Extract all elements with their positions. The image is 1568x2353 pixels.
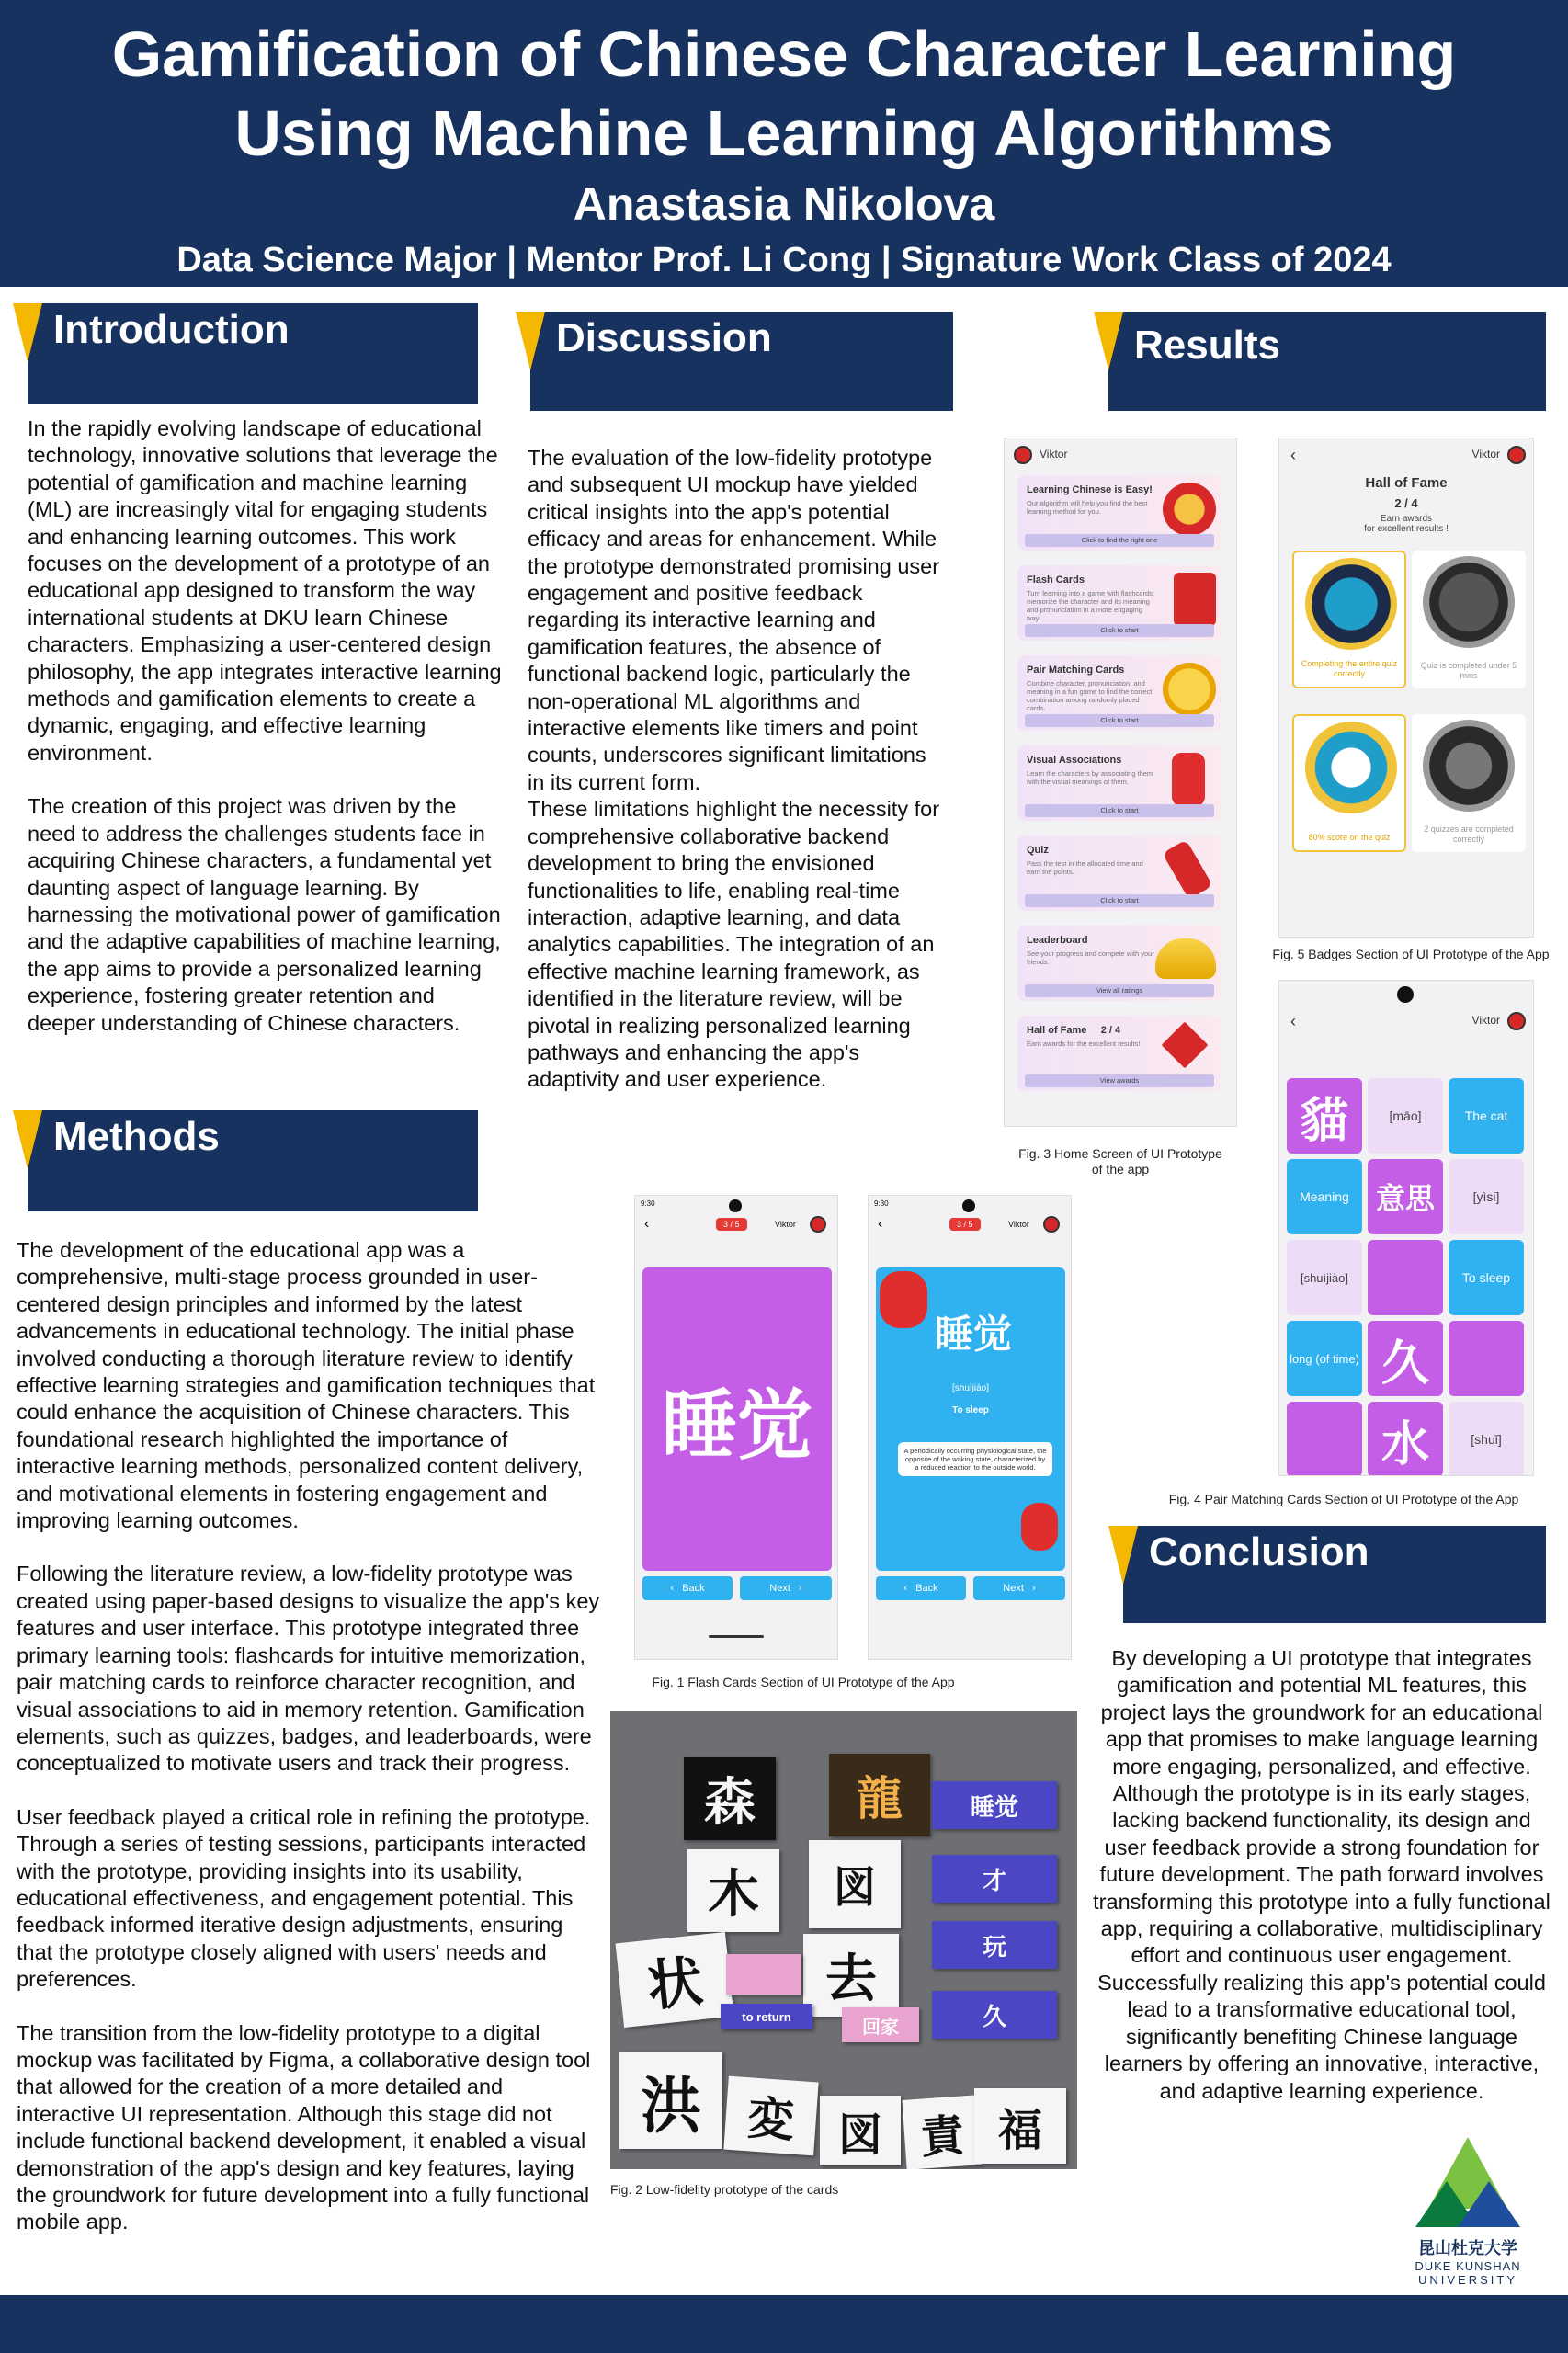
back-button[interactable]: ‹ Back [876, 1576, 966, 1600]
flashcard-back[interactable] [876, 1267, 1065, 1571]
camera-notch [962, 1199, 975, 1212]
match-tile[interactable]: Meaning [1287, 1159, 1362, 1234]
firecracker-icon [1163, 839, 1213, 899]
menu-card-title: Pair Matching Cards [1027, 665, 1125, 676]
menu-card[interactable] [1017, 475, 1221, 551]
flashcard-character: 睡觉 [935, 1313, 1013, 1356]
back-icon[interactable]: ‹ [644, 1216, 650, 1232]
next-button[interactable]: Next › [973, 1576, 1065, 1600]
results-heading [1108, 312, 1546, 411]
dku-logo [1408, 2135, 1528, 2293]
user-name: Viktor [775, 1220, 796, 1229]
avatar [1507, 446, 1526, 464]
menu-card[interactable] [1017, 565, 1221, 641]
flag-icon [1094, 312, 1123, 370]
menu-card-button[interactable]: Click to start [1025, 624, 1214, 637]
paper-card-pink [726, 1954, 801, 1995]
back-icon[interactable]: ‹ [1290, 446, 1296, 464]
hall-of-fame-mockup [1278, 438, 1534, 938]
logo-name-cn: 昆山杜克大学 [1418, 2239, 1517, 2258]
flashcard-front-mockup [634, 1195, 838, 1660]
match-tile[interactable]: To sleep [1449, 1240, 1524, 1315]
paper-card-drawing: 去 [803, 1934, 899, 2017]
menu-card[interactable] [1017, 835, 1221, 911]
hall-of-fame-topbar [1279, 438, 1533, 475]
avatar [1507, 1012, 1526, 1030]
test-paper-badge-icon [1305, 722, 1397, 813]
clock-badge-icon [1423, 556, 1515, 648]
next-button[interactable]: Next › [740, 1576, 832, 1600]
match-tile[interactable]: The cat [1449, 1078, 1524, 1154]
methods-paragraph: The transition from the low-fidelity prototype to a digital mockup was facilitated by Figma, a collaborative design tool that allowed for the creation of a more detailed and interactive UI representation. Although this stage did not include functional backend development, it enabled a visual demonstration of the app's design and key features, laying the groundwork for future development into a fully functional mobile app. [17, 2020, 591, 2234]
poster-header [0, 0, 1568, 287]
flashcard-front[interactable]: 睡觉 [642, 1267, 832, 1571]
menu-card-title: Learning Chinese is Easy! [1027, 484, 1153, 495]
paper-card-drawing: 図 [809, 1840, 901, 1928]
methods-body [17, 1237, 605, 2236]
flag-icon [13, 303, 42, 362]
avatar [1014, 446, 1032, 464]
fu-diamond-icon [1162, 1022, 1209, 1069]
home-screen-topbar [1005, 438, 1236, 470]
discussion-heading [530, 312, 953, 411]
progress-badge: 3 / 5 [949, 1218, 981, 1231]
menu-card-title: Flash Cards [1027, 574, 1085, 585]
match-tile[interactable]: 貓 [1287, 1078, 1362, 1154]
match-tile[interactable] [1449, 1321, 1524, 1396]
paper-card-pink: 回家 [842, 2007, 919, 2042]
paper-card-blue: 才 [932, 1855, 1057, 1903]
camera-notch [1397, 986, 1414, 1003]
menu-card-title: Leaderboard [1027, 935, 1088, 946]
introduction-paragraph: The creation of this project was driven by the need to address the challenges students face in acquiring Chinese characters, a fundamental yet daunting aspect of language learning. By harnessing the motivational power of gamification and the adaptive capabilities of machine learning, the app aims to provide a personalized learning experience, fostering greater retention and deeper understanding of Chinese characters. [28, 794, 501, 1035]
home-screen-mockup [1004, 438, 1237, 1127]
fig3-caption: Fig. 3 Home Screen of UI Prototype of the app [1018, 1146, 1222, 1176]
menu-card-desc: Turn learning into a game with flashcards: memorize the character and its meaning and pronunciation in a more engaging way [1027, 589, 1154, 622]
red-envelope-icon [1174, 573, 1216, 626]
methods-paragraph: User feedback played a critical role in refining the prototype. Through a series of testing sessions, participants interacted with the prototype, providing insights into its usability, educational effectiveness, and engagement potential. This feedback informed iterative design adjustments, ensuring that the prototype closely aligned with users' needs and preferences. [17, 1804, 591, 1992]
methods-heading [28, 1110, 478, 1211]
hall-of-fame-subtitle: Earn awards for excellent results ! [1364, 514, 1449, 534]
match-tile[interactable]: [yìsi] [1449, 1159, 1524, 1234]
fig4-caption: Fig. 4 Pair Matching Cards Section of UI Prototype of the App [1168, 1492, 1519, 1506]
fig1-caption: Fig. 1 Flash Cards Section of UI Prototype of the App [652, 1675, 955, 1689]
paper-card-blue: 睡觉 [932, 1781, 1057, 1829]
menu-card-desc: See your progress and compete with your friends. [1027, 949, 1154, 966]
menu-card-title: Visual Associations [1027, 755, 1122, 766]
match-tile[interactable]: 意思 [1368, 1159, 1443, 1234]
paper-card-drawing: 森 [684, 1757, 776, 1840]
logo-name-en: DUKE KUNSHAN [1415, 2259, 1521, 2273]
gold-ingot-icon [1155, 938, 1216, 979]
author: Anastasia Nikolova [573, 178, 995, 230]
paper-card-drawing: 洪 [619, 2052, 722, 2149]
lantern-icon [1172, 753, 1205, 806]
user-name: Viktor [1008, 1220, 1029, 1229]
fig2-caption: Fig. 2 Low-fidelity prototype of the cards [610, 2182, 839, 2197]
menu-card[interactable] [1017, 745, 1221, 821]
match-tile[interactable]: [shuǐ] [1449, 1402, 1524, 1476]
paper-card-drawing: 龍 [829, 1754, 930, 1836]
match-tile[interactable]: [māo] [1368, 1078, 1443, 1154]
menu-card-button[interactable]: Click to start [1025, 804, 1214, 817]
discussion-body [528, 445, 941, 1094]
back-icon[interactable]: ‹ [878, 1216, 883, 1232]
mountain-logo-icon [1410, 2135, 1526, 2227]
back-button[interactable]: ‹ Back [642, 1576, 733, 1600]
badge-earned[interactable]: 80% score on the quiz [1292, 714, 1406, 852]
match-tile[interactable] [1287, 1402, 1362, 1476]
user-name: Viktor [1040, 448, 1068, 460]
status-time: 9:30 [874, 1199, 889, 1208]
introduction-heading [28, 303, 478, 404]
menu-card-button[interactable]: View all ratings [1025, 984, 1214, 997]
paper-card-pink: to return [721, 2004, 812, 2029]
badge-locked[interactable]: Quiz is completed under 5 mins [1412, 551, 1526, 688]
fig5-caption: Fig. 5 Badges Section of UI Prototype of the App [1272, 947, 1550, 961]
paper-card-drawing: 変 [723, 2076, 818, 2156]
menu-card[interactable] [1017, 1016, 1221, 1091]
menu-card-desc: Earn awards for the excellent results! [1027, 1040, 1141, 1048]
methods-paragraph: Following the literature review, a low-fidelity prototype was created using paper-based designs to visualize the app's key features and user interface. This prototype integrated three primary learning tools: flashcards for intuitive memorization, pair matching cards to reinforce character recognition, and visual associations to aid in memory retention. Gamification elements, such as quizzes, badges, and leaderboards, were conceptualized to motivate users and track their progress. [17, 1562, 600, 1776]
flag-icon [13, 1110, 42, 1169]
menu-card-desc: Learn the characters by associating them with the visual meanings of them. [1027, 769, 1153, 786]
checkmark-badge-icon [1305, 558, 1397, 650]
menu-card-desc: Combine character, pronunciation, and meaning in a fun game to find the correct combination among randomly placed cards. [1027, 679, 1153, 712]
conclusion-heading [1123, 1526, 1546, 1623]
match-tile[interactable]: [shuìjiào] [1287, 1240, 1362, 1315]
methods-paragraph: The development of the educational app was a comprehensive, multi-stage process grounded in user-centered design principles and informed by the latest advancements in educational technology. The initial phase involved conducting a thorough literature review to identify effective learning strategies and gamification techniques that could enhance the acquisition of Chinese characters. This foundational research highlighted the importance of interactive learning methods, personalized content delivery, and motivational elements in fostering engagement and improving learning outcomes. [17, 1238, 596, 1533]
discussion-paragraph: These limitations highlight the necessity for comprehensive collaborative backend development to bring the envisioned functionalities to life, enabling real-time interaction, adaptive learning, and data analytics capabilities. The integration of an effective machine learning framework, as identified in the literature review, will be pivotal in realizing personalized learning pathways and enhancing the app's adaptivity and user experience. [528, 797, 940, 1092]
menu-card-title: Quiz [1027, 845, 1049, 856]
user-name: Viktor [1471, 448, 1500, 460]
introduction-paragraph: In the rapidly evolving landscape of educational technology, innovative solutions that leverage the potential of gamification and machine learning (ML) are increasingly vital for engaging students and enhancing learning outcomes. This work focuses on the development of a prototype of an educational app designed to transform the way international students at DKU learn Chinese characters. Emphasizing a user-centered design philosophy, the app integrates interactive learning methods and gamification elements to create a dynamic, engaging, and effective learning environment. [28, 416, 502, 765]
introduction-body [28, 415, 506, 1037]
logo-name-en: UNIVERSITY [1417, 2273, 1517, 2287]
menu-card-desc: Our algorithm will help you find the best learning method for you. [1027, 499, 1148, 516]
lightbulb-badge-icon [1423, 720, 1515, 812]
paper-card-drawing: 福 [974, 2088, 1066, 2164]
poster-footer [0, 2295, 1568, 2353]
menu-card-button[interactable]: Click to start [1025, 894, 1214, 907]
pair-matching-topbar [1279, 1005, 1533, 1041]
progress-badge: 3 / 5 [716, 1218, 747, 1231]
paper-card-drawing: 木 [687, 1849, 779, 1932]
title-line-1: Gamification of Chinese Character Learning [111, 18, 1457, 90]
user-name: Viktor [1471, 1014, 1500, 1027]
introduction-heading-label: Introduction [53, 307, 290, 352]
paper-card-drawing: 状 [616, 1932, 734, 2028]
match-tile[interactable]: 久 [1368, 1321, 1443, 1396]
lantern-icon [880, 1271, 927, 1328]
low-fidelity-cards-photo [610, 1711, 1077, 2169]
flag-icon [516, 312, 545, 370]
paper-card-blue: 玩 [932, 1921, 1057, 1969]
menu-card-button[interactable]: Click to find the right one [1025, 534, 1214, 547]
menu-card[interactable] [1017, 655, 1221, 731]
match-tile[interactable] [1368, 1240, 1443, 1315]
discussion-heading-label: Discussion [556, 315, 772, 360]
badge-locked[interactable]: 2 quizzes are completed correctly [1412, 714, 1526, 852]
poster-title [0, 0, 1568, 173]
menu-card-desc: Pass the test in the allocated time and earn the points. [1027, 859, 1143, 876]
paper-card-blue: 久 [932, 1991, 1057, 2039]
paper-card-drawing: 図 [820, 2096, 901, 2165]
badge-earned[interactable]: Completing the entire quiz correctly [1292, 551, 1406, 688]
match-tile[interactable]: 水 [1368, 1402, 1443, 1476]
paper-card-drawing: 責 [902, 2095, 982, 2169]
menu-card-button[interactable]: View awards [1025, 1074, 1214, 1087]
match-tile[interactable]: long (of time) [1287, 1321, 1362, 1396]
flag-icon [1108, 1526, 1138, 1585]
avatar [810, 1216, 826, 1233]
hall-of-fame-title: Hall of Fame [1365, 475, 1448, 491]
coins-icon [1163, 663, 1216, 716]
flashcard-definition: A periodically occurring physiological state, the opposite of the waking state, characterized by a reduced reaction to the outside world. [898, 1442, 1052, 1476]
conclusion-body: By developing a UI prototype that integrates gamification and potential ML features, this project lays the groundwork for an educational app that promises to make language learning more engaging, personalized, and effective. Although the prototype is in its early stages, lacking backend functionality, its design and user feedback provide a strong foundation for future development. The path forward involves transforming this prototype into a fully functional app, requiring a collaborative, multidisciplinary effort and continuous user engagement. Successfully realizing this app's potential could lead to a transformative educational tool, significantly benefiting Chinese language learners by offering an innovative, interactive, and adaptive learning experience. [1093, 1646, 1551, 2103]
flashcard-pinyin: [shuìjiào] [951, 1383, 990, 1393]
methods-heading-label: Methods [53, 1114, 220, 1159]
pair-matching-mockup [1278, 980, 1534, 1476]
menu-card-button[interactable]: Click to start [1025, 714, 1214, 727]
lion-dance-icon [1163, 483, 1216, 536]
menu-card[interactable] [1017, 926, 1221, 1001]
title-line-2: Using Machine Learning Algorithms [234, 97, 1334, 169]
back-icon[interactable]: ‹ [1290, 1012, 1296, 1030]
discussion-paragraph: The evaluation of the low-fidelity prototype and subsequent UI mockup have yielded critical insights into the app's potential efficacy and areas for enhancement. While the prototype demonstrated promising user engagement and positive feedback regarding its interactive learning and gamification features, the absence of functional backend logic, particularly the non-operational ML algorithms and interactive elements like timers and point counts, underscores significant limitations in its current form. [528, 446, 940, 794]
hall-of-fame-count: 2 / 4 [1394, 496, 1418, 510]
conclusion-heading-label: Conclusion [1149, 1529, 1369, 1574]
flashcard-meaning: To sleep [952, 1405, 989, 1415]
results-heading-label: Results [1134, 323, 1280, 368]
camera-notch [729, 1199, 742, 1212]
avatar [1043, 1216, 1060, 1233]
home-indicator [709, 1635, 764, 1638]
affiliation: Data Science Major | Mentor Prof. Li Cong | Signature Work Class of 2024 [176, 241, 1392, 279]
status-time: 9:30 [641, 1199, 655, 1208]
lantern-icon [1021, 1503, 1058, 1551]
menu-card-title: Hall of Fame 2 / 4 [1027, 1025, 1121, 1036]
flashcard-back-mockup [868, 1195, 1072, 1660]
